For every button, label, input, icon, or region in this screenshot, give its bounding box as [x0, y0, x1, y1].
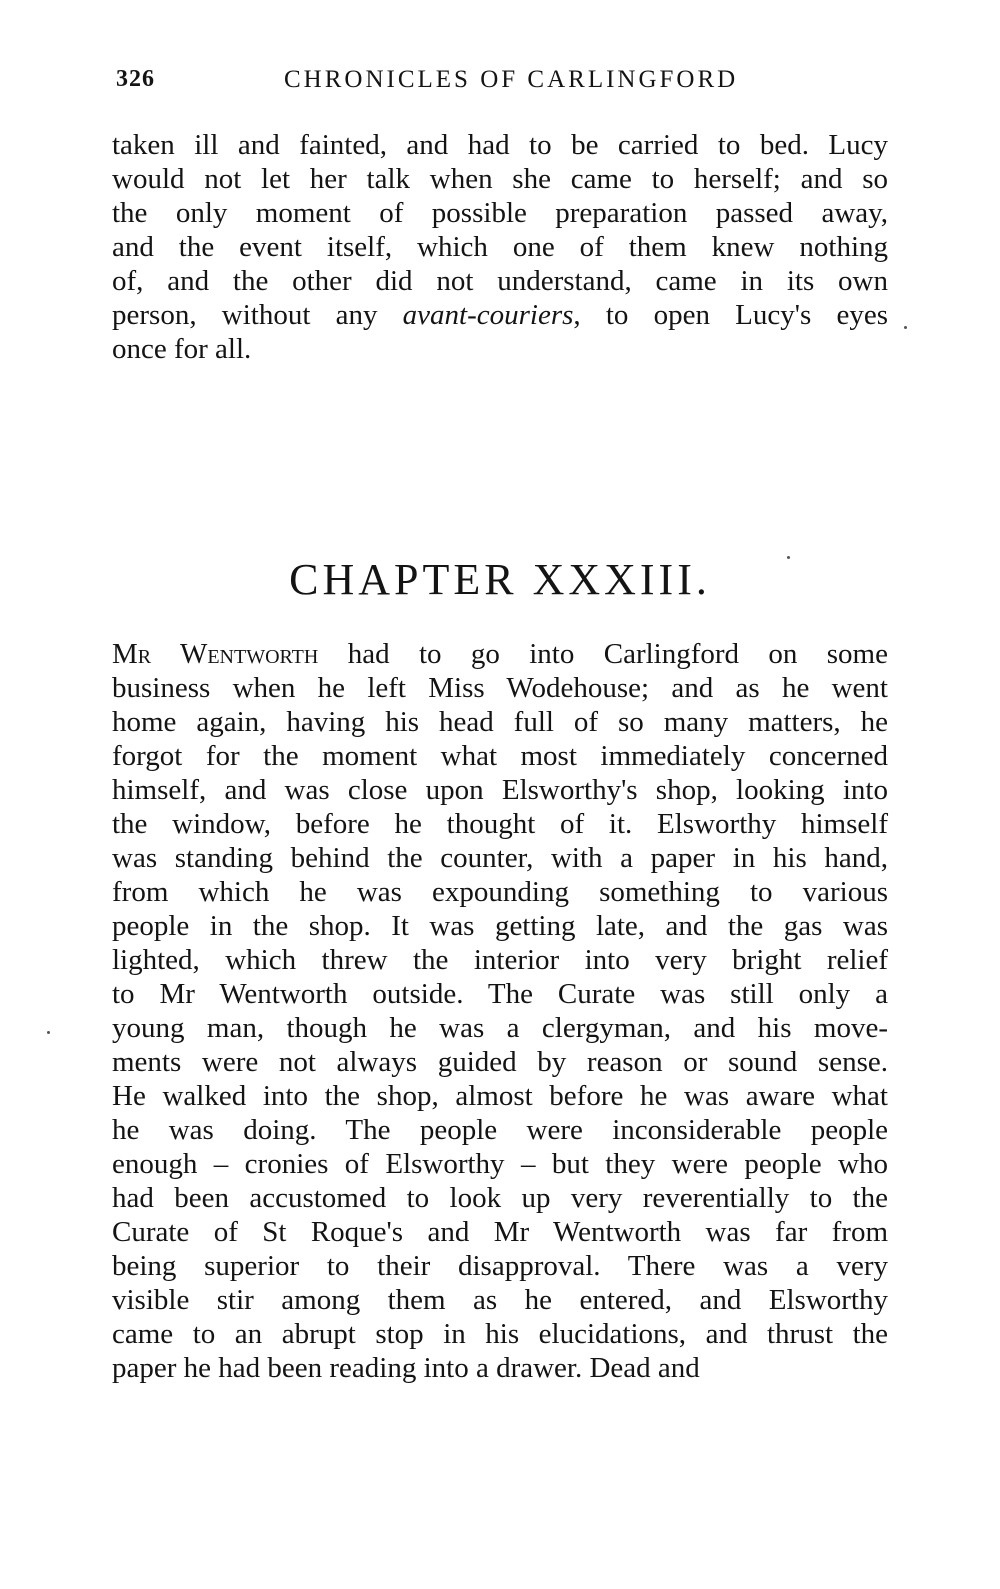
- text-segment: , to open Lucy's eyes: [573, 299, 888, 331]
- text-line: would not let her talk when she came to herself; and so: [112, 163, 888, 195]
- page-number: 326: [116, 66, 155, 92]
- text-line: lighted, which threw the interior into very bright relief: [112, 944, 888, 976]
- text-line: was standing behind the counter, with a paper in his hand,: [112, 842, 888, 874]
- opening-words: Mr Wentworth: [112, 638, 319, 670]
- text-line: visible stir among them as he entered, and Elsworthy: [112, 1284, 888, 1316]
- text-line: home again, having his head full of so many matters, he: [112, 706, 888, 738]
- chapter-paragraph: [112, 637, 888, 1385]
- text-line: paper he had been reading into a drawer. Dead and: [112, 1352, 700, 1384]
- text-segment: person, without any: [112, 299, 403, 331]
- running-title: CHRONICLES OF CARLINGFORD: [284, 66, 739, 93]
- text-line: being superior to their disapproval. There was a very: [112, 1250, 888, 1282]
- text-line: himself, and was close upon Elsworthy's shop, looking into: [112, 774, 888, 806]
- text-line: from which he was expounding something to various: [112, 876, 888, 908]
- scan-speck: [904, 326, 907, 329]
- text-line: forgot for the moment what most immediately concerned: [112, 740, 888, 772]
- text-line: once for all.: [112, 333, 252, 365]
- text-line: Curate of St Roque's and Mr Wentworth was far from: [112, 1216, 888, 1248]
- text-line: enough – cronies of Elsworthy – but they were people who: [112, 1148, 888, 1180]
- text-line: young man, though he was a clergyman, and his move-: [112, 1012, 888, 1044]
- text-line: came to an abrupt stop in his elucidations, and thrust the: [112, 1318, 888, 1350]
- text-line: and the event itself, which one of them knew nothing: [112, 231, 888, 263]
- text-segment: had to go into Carlingford on some: [318, 638, 888, 670]
- text-line: business when he left Miss Wodehouse; and as he went: [112, 672, 888, 704]
- text-line: ments were not always guided by reason or sound sense.: [112, 1046, 888, 1078]
- chapter-heading: CHAPTER XXXIII.: [289, 555, 711, 604]
- text-line: he was doing. The people were inconsiderable people: [112, 1114, 888, 1146]
- text-line: the window, before he thought of it. Elsworthy himself: [112, 808, 888, 840]
- text-line: He walked into the shop, almost before he was aware what: [112, 1080, 888, 1112]
- text-line: of, and the other did not understand, came in its own: [112, 265, 888, 297]
- text-line: [112, 637, 888, 671]
- text-line: to Mr Wentworth outside. The Curate was still only a: [112, 978, 888, 1010]
- scan-speck: [47, 1031, 50, 1034]
- text-line: people in the shop. It was getting late, and the gas was: [112, 910, 888, 942]
- italic-phrase: avant-couriers: [402, 299, 574, 331]
- text-line: [112, 298, 888, 332]
- text-line: taken ill and fainted, and had to be carried to bed. Lucy: [112, 129, 888, 161]
- running-head: [112, 66, 888, 100]
- text-line: had been accustomed to look up very reverentially to the: [112, 1182, 888, 1214]
- text-line: the only moment of possible preparation passed away,: [112, 197, 888, 229]
- paragraph-continued: [112, 128, 888, 366]
- scan-speck: [787, 556, 790, 559]
